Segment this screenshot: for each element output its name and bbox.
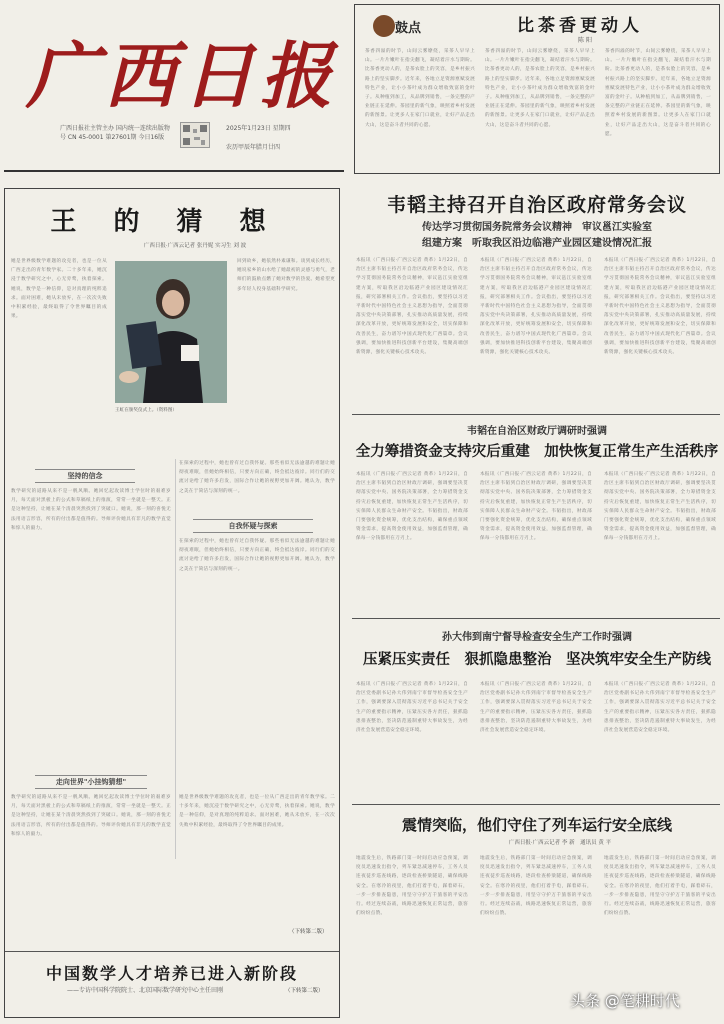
feature-text-col7: 她是世界级数学难题的攻克者，也是一位从广西走出的青年数学家。二十多年来，她沉浸于数学研究之中，心无旁骛，执着探索。她说，数学是一种信仰，是对真理的纯粹追求。面对困难，她从未放弃，在一次次失败中积累经验，最终取得了令世界瞩目的成果。: [179, 795, 335, 828]
story2-text-col2: 本报讯（广西日报·广西云记者 黄革）1月22日，自治区主席韦韬到自治区财政厅调研，强调要坚决贯彻落实党中央、国务院决策部署，全力筹措资金支持灾后恢复重建，加快恢复正常生产生活秩序，切实保障人民群众生命财产安全。韦韬指出，财政部门要强化资金统筹，优化支出结构，确保重点领域资金需求，提高资金使用效益，加强监督管理，确保每一分钱都用在刀刃上。: [480, 472, 592, 542]
story1-text-col3: 本报讯（广西日报·广西云记者 黄革）1月22日，自治区主席韦韬主持召开自治区政府常务会议，传达学习贯彻国务院常务会议精神，审议邕江实验室组建方案，听取我区沿边临港产业园区建设情况汇报，研究部署相关工作。会议指出，要坚持以习近平新时代中国特色社会主义思想为指导，全面贯彻落实党中央决策部署，扎实推动高质量发展，持续深化改革开放，更好统筹发展和安全，切实保障和改善民生，奋力谱写中国式现代化广西篇章。会议强调，要加快推进科技创新平台建设，集聚高端创新资源，强化关键核心技术攻关。: [604, 258, 716, 356]
commentary-box: [354, 4, 720, 174]
publication-info: 广西日报社主管主办 国内统一连续出版物号 CN 45-0001 第27601期 今日16版: [60, 125, 170, 141]
story2-kicker: 韦韬在自治区财政厅调研时强调: [467, 426, 607, 437]
story1-text-col2: 本报讯（广西日报·广西云记者 黄革）1月22日，自治区主席韦韬主持召开自治区政府常务会议，传达学习贯彻国务院常务会议精神，审议邕江实验室组建方案，听取我区沿边临港产业园区建设情况汇报，研究部署相关工作。会议指出，要坚持以习近平新时代中国特色社会主义思想为指导，全面贯彻落实党中央决策部署，扎实推动高质量发展，持续深化改革开放，更好统筹发展和安全，切实保障和改善民生，奋力谱写中国式现代化广西篇章。会议强调，要加快推进科技创新平台建设，集聚高端创新资源，强化关键核心技术攻关。: [480, 258, 592, 356]
story1-subhead-2: 组建方案 听取我区沿边临港产业园区建设情况汇报: [422, 238, 652, 249]
story3-kicker: 孙大伟到南宁督导检查安全生产工作时强调: [442, 632, 632, 643]
bottom-story-continued: （下转第二版）: [285, 988, 324, 994]
story1-text-col1: 本报讯（广西日报·广西云记者 黄革）1月22日，自治区主席韦韬主持召开自治区政府常务会议，传达学习贯彻国务院常务会议精神，审议邕江实验室组建方案，听取我区沿边临港产业园区建设情况汇报，研究部署相关工作。会议指出，要坚持以习近平新时代中国特色社会主义思想为指导，全面贯彻落实党中央决策部署，扎实推动高质量发展，持续深化改革开放，更好统筹发展和安全，切实保障和改善民生，奋力谱写中国式现代化广西篇章。会议强调，要加快推进科技创新平台建设，集聚高端创新资源，强化关键核心技术攻关。: [356, 258, 468, 356]
watermark-text: 头条 @笔耕时代: [570, 992, 680, 1010]
bottom-story-headline: 中国数学人才培养已进入新阶段: [45, 964, 298, 983]
subsection-heading-1: 坚持的信念: [35, 469, 135, 483]
feature-byline: 广西日报·广西云记者 张丹妮 实习生 刘 波: [143, 243, 247, 249]
feature-text-col6: 数学研究的道路从来不是一帆风顺。她回忆起攻读博士学位时的艰难岁月，每天面对黑板上的公式和草稿纸上的推演，常常一坐就是一整天。正是这种坚持，让她在某个清晨突然找到了突破口。她说，那一刻的喜悦无法用语言形容，所有的付出都是值得的。导师评价她具有非凡的数学直觉和惊人的毅力。: [11, 795, 171, 837]
story2-text-col3: 本报讯（广西日报·广西云记者 黄革）1月22日，自治区主席韦韬到自治区财政厅调研，强调要坚决贯彻落实党中央、国务院决策部署，全力筹措资金支持灾后恢复重建，加快恢复正常生产生活秩序，切实保障人民群众生命财产安全。韦韬指出，财政部门要强化资金统筹，优化支出结构，确保重点领域资金需求，提高资金使用效益，加强监督管理，确保每一分钱都用在刀刃上。: [604, 472, 716, 542]
story4-text-col3: 地震发生后，铁路部门第一时间启动应急预案，调度员迅速发出指令，列车紧急减速停车，工务人员连夜徒步巡查线路，逐段检查桥梁隧道，确保线路安全。在寒冷的夜里，他们打着手电，踩着碎石，一步一步排查隐患，用坚守守护万千旅客的平安出行。经过连续奋战，线路迅速恢复正常运营，旅客们纷纷点赞。: [604, 856, 716, 917]
story2-text-col1: 本报讯（广西日报·广西云记者 黄革）1月22日，自治区主席韦韬到自治区财政厅调研，强调要坚决贯彻落实党中央、国务院决策部署，全力筹措资金支持灾后恢复重建，加快恢复正常生产生活秩序，切实保障人民群众生命财产安全。韦韬指出，财政部门要强化资金统筹，优化支出结构，确保重点领域资金需求，提高资金使用效益，加强监督管理，确保每一分钱都用在刀刃上。: [356, 472, 468, 542]
bottom-story-rule: [5, 951, 339, 952]
feature-text-col2: 回到故乡，她依然朴素谦和。谈到成长经历，她说家乡的山水给了她最初的灵感与勇气，老师们的鼓励点燃了她对数学的热爱。她希望更多年轻人投身基础科学研究。: [237, 259, 335, 292]
commentary-text-col3: 茶香四溢的时节，山间云雾缭绕，采茶人早早上山。一片片嫩叶在指尖翻飞，凝结着汗水与期盼。比茶香更动人的，是茶农脸上的笑容，是乡村振兴路上的坚实脚步。近年来，各地立足资源禀赋发展特色产业，让小小茶叶成为群众增收致富的金叶子。从种植到加工，从品牌到销售，一条完整的产业链正在延伸。茶园里的新气象，映照着乡村发展的新图景。让更多人在家门口就业，让好产品走出大山，这是奋斗者共同的心愿。: [605, 49, 711, 137]
story3-text-col3: 本报讯（广西日报·广西云记者 黄革）1月22日，自治区党委副书记孙大伟到南宁市督导检查安全生产工作，强调要深入贯彻落实习近平总书记关于安全生产的重要指示精神，压紧压实各方责任，狠抓隐患排查整治，坚决防范遏制重特大事故发生，为经济社会发展营造安全稳定环境。: [604, 682, 716, 734]
story4-text-col1: 地震发生后，铁路部门第一时间启动应急预案，调度员迅速发出指令，列车紧急减速停车，工务人员连夜徒步巡查线路，逐段检查桥梁隧道，确保线路安全。在寒冷的夜里，他们打着手电，踩着碎石，一步一步排查隐患，用坚守守护万千旅客的平安出行。经过连续奋战，线路迅速恢复正常运营，旅客们纷纷点赞。: [356, 856, 468, 917]
column-tag: 鼓点: [395, 21, 422, 36]
subsection-heading-2: 自我怀疑与探索: [193, 519, 313, 533]
commentary-title: 比茶香更动人: [517, 16, 643, 36]
story3-text-col2: 本报讯（广西日报·广西云记者 黄革）1月22日，自治区党委副书记孙大伟到南宁市督导检查安全生产工作，强调要深入贯彻落实习近平总书记关于安全生产的重要指示精神，压紧压实各方责任，狠抓隐患排查整治，坚决防范遏制重特大事故发生，为经济社会发展营造安全稳定环境。: [480, 682, 592, 734]
story-divider-1: [352, 414, 720, 415]
feature-article: [4, 188, 340, 1018]
feature-title: 王 的 猜 想: [50, 207, 280, 237]
story-divider-2: [352, 618, 720, 619]
story3-text-col1: 本报讯（广西日报·广西云记者 黄革）1月22日，自治区党委副书记孙大伟到南宁市督导检查安全生产工作，强调要深入贯彻落实习近平总书记关于安全生产的重要指示精神，压紧压实各方责任，狠抓隐患排查整治，坚决防范遏制重特大事故发生，为经济社会发展营造安全稳定环境。: [356, 682, 468, 734]
qr-code-icon: [180, 122, 210, 148]
masthead-title: 广西日报: [26, 33, 339, 118]
story1-headline: 韦韬主持召开自治区政府常务会议: [386, 194, 687, 216]
feature-text-col4: 在探索的过程中，她也曾有过自我怀疑。那些看似无法逾越的难题让她彻夜难眠，但她始终相信，只要方向正确，终会抵达彼岸。同行们的交流讨论给了她许多启发，国际合作让她的视野更加开阔。她认为，数学之美在于简洁与深刻的统一。: [179, 461, 335, 494]
drum-icon: [373, 15, 395, 37]
commentary-text-col2: 茶香四溢的时节，山间云雾缭绕，采茶人早早上山。一片片嫩叶在指尖翻飞，凝结着汗水与期盼。比茶香更动人的，是茶农脸上的笑容，是乡村振兴路上的坚实脚步。近年来，各地立足资源禀赋发展特色产业，让小小茶叶成为群众增收致富的金叶子。从种植到加工，从品牌到销售，一条完整的产业链正在延伸。茶园里的新气象，映照着乡村发展的新图景。让更多人在家门口就业，让好产品走出大山，这是奋斗者共同的心愿。: [485, 49, 595, 128]
story4-byline: 广西日报·广西云记者 李 新 通讯员 黄 平: [508, 840, 612, 846]
feature-text-col3: 数学研究的道路从来不是一帆风顺。她回忆起攻读博士学位时的艰难岁月，每天面对黑板上的公式和草稿纸上的推演，常常一坐就是一整天。正是这种坚持，让她在某个清晨突然找到了突破口。她说，那一刻的喜悦无法用语言形容，所有的付出都是值得的。导师评价她具有非凡的数学直觉和惊人的毅力。: [11, 489, 171, 531]
commentary-text-col1: 茶香四溢的时节，山间云雾缭绕，采茶人早早上山。一片片嫩叶在指尖翻飞，凝结着汗水与期盼。比茶香更动人的，是茶农脸上的笑容，是乡村振兴路上的坚实脚步。近年来，各地立足资源禀赋发展特色产业，让小小茶叶成为群众增收致富的金叶子。从种植到加工，从品牌到销售，一条完整的产业链正在延伸。茶园里的新气象，映照着乡村发展的新图景。让更多人在家门口就业，让好产品走出大山，这是奋斗者共同的心愿。: [365, 49, 475, 128]
portrait-photo: [115, 261, 227, 403]
photo-caption: 王虹在颁奖仪式上。（资料图）: [115, 408, 178, 413]
story4-text-col2: 地震发生后，铁路部门第一时间启动应急预案，调度员迅速发出指令，列车紧急减速停车，工务人员连夜徒步巡查线路，逐段检查桥梁隧道，确保线路安全。在寒冷的夜里，他们打着手电，踩着碎石，一步一步排查隐患，用坚守守护万千旅客的平安出行。经过连续奋战，线路迅速恢复正常运营，旅客们纷纷点赞。: [480, 856, 592, 917]
lunar-date: 农历甲辰年腊月廿四: [226, 144, 281, 151]
story1-subhead-1: 传达学习贯彻国务院常务会议精神 审议邕江实验室: [422, 222, 652, 233]
bottom-story-subtitle: ——专访中国科学院院士、北京国际数学研究中心主任田刚: [66, 987, 223, 994]
story-divider-3: [352, 804, 720, 805]
feature-text-col5: 在探索的过程中，她也曾有过自我怀疑。那些看似无法逾越的难题让她彻夜难眠，但她始终相信，只要方向正确，终会抵达彼岸。同行们的交流讨论给了她许多启发，国际合作让她的视野更加开阔。她认为，数学之美在于简洁与深刻的统一。: [179, 539, 335, 572]
story2-headline: 全力筹措资金支持灾后重建 加快恢复正常生产生活秩序: [355, 443, 719, 460]
story3-headline: 压紧压实责任 狠抓隐患整治 坚决筑牢安全生产防线: [363, 651, 711, 668]
continued-note: （下转第二版）: [289, 929, 328, 935]
subsection-heading-3: 走向世界"小挂钩猜想": [35, 775, 147, 789]
masthead-rule: [4, 170, 344, 172]
issue-date: 2025年1月23日 星期四: [226, 125, 291, 132]
commentary-author: 陈 阳: [578, 37, 592, 44]
story4-headline: 震情突临，他们守住了列车运行安全底线: [401, 816, 672, 834]
column-divider: [175, 459, 176, 859]
feature-text-col1: 她是世界级数学难题的攻克者，也是一位从广西走出的青年数学家。二十多年来，她沉浸于数学研究之中，心无旁骛，执着探索。她说，数学是一种信仰，是对真理的纯粹追求。面对困难，她从未放弃，在一次次失败中积累经验，最终取得了令世界瞩目的成果。: [11, 259, 107, 320]
